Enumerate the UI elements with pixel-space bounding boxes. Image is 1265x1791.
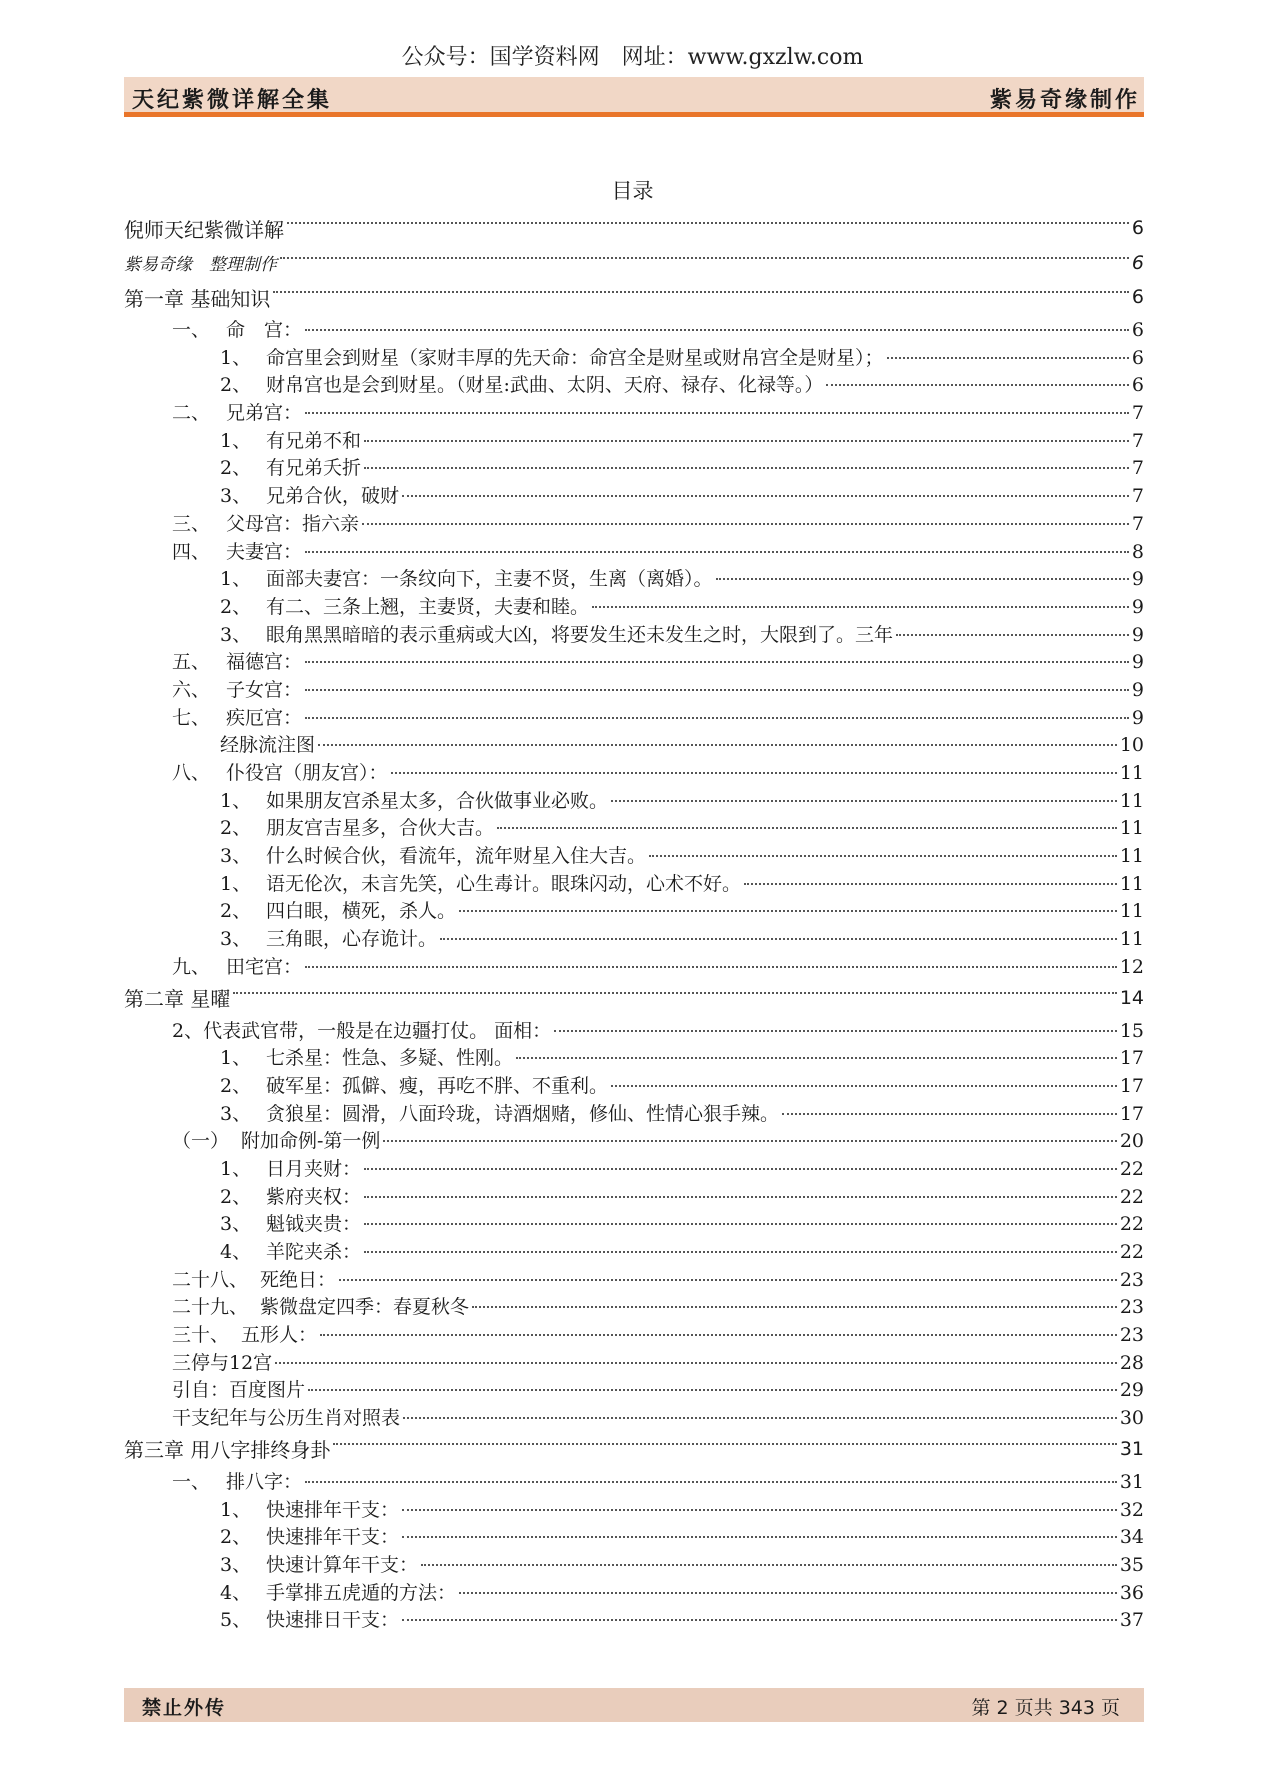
toc-entry-page: 9 <box>1131 568 1144 591</box>
toc-entry-page: 22 <box>1119 1241 1144 1263</box>
toc-entry[interactable] <box>124 758 1144 786</box>
toc-entry-title: 四白眼，横死，杀人。 <box>266 900 457 923</box>
toc-entry-page: 11 <box>1119 845 1144 868</box>
toc-entry-title: 紫微盘定四季：春夏秋冬 <box>260 1296 470 1319</box>
toc-entry-page: 11 <box>1119 817 1144 840</box>
toc-entry-page: 35 <box>1119 1553 1144 1576</box>
toc-entry[interactable] <box>124 980 1144 1016</box>
toc-entry-page: 14 <box>1119 986 1144 1009</box>
toc-entry-number: 1、 <box>220 872 252 895</box>
toc-dot-leader <box>402 1509 1117 1511</box>
toc-entry-title: 如果朋友宫杀星太多，合伙做事业必败。 <box>266 789 609 812</box>
toc-entry[interactable] <box>124 647 1144 675</box>
toc-entry[interactable] <box>124 509 1144 537</box>
toc-entry-page: 6 <box>1131 319 1144 341</box>
toc-entry-title: 第一章 基础知识 <box>124 286 271 311</box>
toc-entry-page: 11 <box>1119 762 1144 784</box>
toc-entry-number: （一） <box>172 1130 230 1153</box>
toc-entry-number: 4、 <box>220 1241 252 1263</box>
toc-dot-leader <box>554 1030 1117 1032</box>
toc-entry-number: 二十九、 <box>172 1296 249 1319</box>
toc-entry-title: 倪师天纪紫微详解 <box>124 217 284 242</box>
toc-entry[interactable] <box>124 813 1144 841</box>
toc-entry-number: 3、 <box>220 623 252 646</box>
toc-dot-leader <box>497 827 1117 829</box>
toc-entry-title: 排八字： <box>226 1470 303 1493</box>
toc-entry-title: 命宫里会到财星（家财丰厚的先天命：命宫全是财星或财帛宫全是财星）； <box>266 346 884 369</box>
toc-entry-page: 7 <box>1131 512 1144 535</box>
toc-entry-page: 20 <box>1119 1130 1144 1153</box>
toc-entry-title: 子女宫： <box>226 678 303 701</box>
toc-entry-page: 17 <box>1119 1102 1144 1125</box>
toc-entry-number: 六、 <box>172 678 211 701</box>
toc-entry-number: 3、 <box>220 1102 252 1125</box>
toc-entry[interactable] <box>124 210 1144 246</box>
toc-entry-page: 7 <box>1131 429 1144 452</box>
toc-entry-number: 1、 <box>220 346 252 369</box>
toc-entry-number: 4、 <box>220 1581 252 1604</box>
toc-entry-title: 命 宫： <box>226 319 303 341</box>
toc-dot-leader <box>364 1196 1117 1198</box>
toc-entry-title: 贪狼星：圆滑，八面玲珑，诗酒烟赌，修仙、性情心狠手辣。 <box>266 1102 780 1125</box>
toc-entry-title: 财帛宫也是会到财星。（财星:武曲、太阴、天府、禄存、化禄等。） <box>266 374 824 397</box>
toc-dot-leader <box>305 1481 1117 1483</box>
toc-entry-number: 1、 <box>220 1047 252 1070</box>
toc-entry-number: 九、 <box>172 955 211 978</box>
toc-dot-leader <box>402 1619 1117 1621</box>
toc-entry-title: 附加命例-第一例 <box>241 1130 381 1153</box>
toc-entry-page: 8 <box>1131 540 1144 563</box>
toc-entry-page: 17 <box>1119 1047 1144 1070</box>
toc-entry-title: 三角眼，心存诡计。 <box>266 928 438 951</box>
toc-entry-page: 31 <box>1119 1437 1144 1460</box>
toc-entry-page: 23 <box>1119 1296 1144 1319</box>
toc-entry-page: 11 <box>1119 789 1144 812</box>
toc-entry[interactable] <box>124 592 1144 620</box>
toc-dot-leader <box>383 1140 1116 1142</box>
toc-entry[interactable] <box>124 786 1144 814</box>
toc-entry[interactable] <box>124 537 1144 565</box>
toc-entry-number: 二、 <box>172 402 211 425</box>
toc-entry-title: 2、代表武官带，一般是在边疆打仗。 面相： <box>172 1019 552 1042</box>
toc-entry-page: 6 <box>1131 346 1144 369</box>
toc-entry-page: 6 <box>1131 374 1144 397</box>
toc-entry-title: 仆役宫（朋友宫）： <box>226 762 388 784</box>
toc-entry-page: 9 <box>1131 651 1144 674</box>
toc-entry[interactable] <box>124 1182 1144 1210</box>
toc-dot-leader <box>318 744 1117 746</box>
toc-entry[interactable] <box>124 703 1144 731</box>
toc-entry-title: 五形人： <box>241 1324 318 1347</box>
page-header <box>124 77 1144 117</box>
toc-entry[interactable] <box>124 246 1144 279</box>
toc-entry-page: 7 <box>1131 402 1144 425</box>
toc-entry-page: 32 <box>1119 1498 1144 1521</box>
toc-entry-number: 2、 <box>220 374 252 397</box>
producer-credit: 紫易奇缘制作 <box>989 88 1140 113</box>
toc-entry[interactable] <box>124 1209 1144 1237</box>
toc-dot-leader <box>305 412 1129 414</box>
toc-entry-number: 2、 <box>220 595 252 618</box>
toc-entry-page: 22 <box>1119 1213 1144 1236</box>
toc-entry-title: 语无伦次，未言先笑，心生毒计。眼珠闪动，心术不好。 <box>266 872 742 895</box>
toc-dot-leader <box>320 1334 1117 1336</box>
toc-entry-number: 1、 <box>220 1498 252 1521</box>
toc-entry-title: 夫妻宫： <box>226 540 303 563</box>
toc-entry-page: 6 <box>1131 286 1144 308</box>
toc-entry-page: 6 <box>1131 217 1144 239</box>
toc-dot-leader <box>364 467 1129 469</box>
toc-dot-leader <box>287 222 1129 224</box>
toc-entry[interactable] <box>124 315 1144 343</box>
toc-dot-leader <box>649 855 1117 857</box>
toc-entry[interactable] <box>124 1237 1144 1265</box>
toc-entry-title: 眼角黑黑暗暗的表示重病或大凶，将要发生还未发生之时，大限到了。三年 <box>266 623 894 646</box>
toc-entry[interactable] <box>124 924 1144 952</box>
toc-dot-leader <box>364 1251 1117 1253</box>
toc-dot-leader <box>391 772 1117 774</box>
toc-dot-leader <box>611 800 1117 802</box>
toc-entry-title: 七杀星：性急、多疑、性刚。 <box>266 1047 514 1070</box>
toc-entry-number: 四、 <box>172 540 211 563</box>
toc-entry[interactable] <box>124 952 1144 980</box>
toc-entry-page: 10 <box>1119 734 1144 757</box>
toc-dot-leader <box>459 1592 1117 1594</box>
toc-entry-page: 17 <box>1119 1074 1144 1097</box>
toc-entry[interactable] <box>124 1320 1144 1348</box>
toc-entry-title: 紫易奇缘 整理制作 <box>124 255 277 275</box>
toc-entry-number: 1、 <box>220 789 252 812</box>
toc-dot-leader <box>611 1085 1117 1087</box>
toc-entry[interactable] <box>124 730 1144 758</box>
toc-entry[interactable] <box>124 398 1144 426</box>
toc-dot-leader <box>362 523 1129 525</box>
toc-entry[interactable] <box>124 1043 1144 1071</box>
toc-entry-title: 经脉流注图 <box>220 734 316 757</box>
toc-entry[interactable] <box>124 841 1144 869</box>
toc-entry-page: 31 <box>1119 1470 1144 1493</box>
book-title: 天纪紫微详解全集 <box>132 88 333 113</box>
toc-dot-leader <box>402 1536 1117 1538</box>
toc-entry-title: 快速计算年干支： <box>266 1553 419 1576</box>
toc-entry-number: 一、 <box>172 319 211 341</box>
toc-entry-number: 3、 <box>220 1213 252 1236</box>
toc-entry[interactable] <box>124 1403 1144 1431</box>
toc-entry-title: 福德宫： <box>226 651 303 674</box>
toc-entry[interactable] <box>124 1522 1144 1550</box>
toc-entry-number: 2、 <box>220 817 252 840</box>
toc-entry[interactable] <box>124 1154 1144 1182</box>
toc-entry-title: 有兄弟不和 <box>266 429 362 452</box>
toc-entry-number: 1、 <box>220 568 252 591</box>
toc-dot-leader <box>273 291 1129 293</box>
toc-entry-page: 7 <box>1131 485 1144 508</box>
toc-entry-number: 1、 <box>220 1157 252 1180</box>
toc-entry-page: 9 <box>1131 678 1144 701</box>
toc-dot-leader <box>339 1279 1117 1281</box>
toc-entry-page: 11 <box>1119 928 1144 951</box>
toc-entry-title: 有二、三条上翘，主妻贤，夫妻和睦。 <box>266 595 590 618</box>
toc-entry-title: 兄弟宫： <box>226 402 303 425</box>
toc-entry-number: 二十八、 <box>172 1268 249 1291</box>
toc-entry[interactable] <box>124 1495 1144 1523</box>
toc-entry-number: 3、 <box>220 928 252 951</box>
toc-dot-leader <box>364 1168 1117 1170</box>
toc-entry-number: 一、 <box>172 1470 211 1493</box>
toc-dot-leader <box>440 938 1117 940</box>
toc-dot-leader <box>826 384 1129 386</box>
toc-entry-number: 2、 <box>220 1185 252 1208</box>
toc-entry[interactable] <box>124 1292 1144 1320</box>
toc-entry[interactable] <box>124 620 1144 648</box>
toc-entry-title: 三停与12宫 <box>172 1351 273 1374</box>
toc-entry-title: 快速排年干支： <box>266 1526 400 1549</box>
toc-dot-leader <box>744 883 1117 885</box>
toc-dot-leader <box>233 992 1116 994</box>
toc-entry-title: 干支纪年与公历生肖对照表 <box>172 1407 401 1430</box>
toc-entry[interactable] <box>124 869 1144 897</box>
toc-dot-leader <box>308 1389 1117 1391</box>
toc-dot-leader <box>305 966 1117 968</box>
toc-entry[interactable] <box>124 896 1144 924</box>
toc-entry[interactable] <box>124 1016 1144 1044</box>
toc-entry[interactable] <box>124 453 1144 481</box>
toc-entry-title: 第二章 星曜 <box>124 987 231 1011</box>
toc-dot-leader <box>333 1443 1116 1445</box>
toc-dot-leader <box>592 606 1129 608</box>
toc-entry-number: 3、 <box>220 845 252 868</box>
toc-entry-number: 2、 <box>220 457 252 480</box>
toc-dot-leader <box>305 551 1129 553</box>
toc-entry-title: 田宅宫： <box>226 955 303 978</box>
toc-entry-title: 有兄弟夭折 <box>266 457 362 480</box>
toc-entry[interactable] <box>124 1071 1144 1099</box>
toc-entry[interactable] <box>124 1375 1144 1403</box>
toc-entry-page: 9 <box>1131 706 1144 729</box>
toc-entry-title: 紫府夹权： <box>266 1185 362 1208</box>
toc-dot-leader <box>403 1417 1117 1419</box>
toc-entry-number: 五、 <box>172 651 211 674</box>
toc-entry-title: 面部夫妻宫：一条纹向下，主妻不贤，生离（离婚）。 <box>266 568 713 591</box>
toc-dot-leader <box>364 1223 1117 1225</box>
toc-entry[interactable] <box>124 426 1144 454</box>
toc-entry[interactable] <box>124 481 1144 509</box>
toc-dot-leader <box>459 910 1117 912</box>
toc-dot-leader <box>280 257 1129 259</box>
toc-entry[interactable] <box>124 675 1144 703</box>
toc-entry-page: 22 <box>1119 1185 1144 1208</box>
toc-entry[interactable] <box>124 1550 1144 1578</box>
table-of-contents <box>124 210 1144 1633</box>
toc-entry-number: 3、 <box>220 485 252 508</box>
toc-entry-page: 11 <box>1119 900 1144 923</box>
toc-entry-number: 八、 <box>172 762 211 784</box>
toc-dot-leader <box>716 578 1129 580</box>
toc-entry-page: 28 <box>1119 1351 1144 1374</box>
toc-entry-page: 23 <box>1119 1324 1144 1347</box>
toc-title: 目录 <box>611 179 654 203</box>
toc-entry-page: 36 <box>1119 1581 1144 1604</box>
toc-entry-title: 快速排日干支： <box>266 1609 400 1632</box>
page-number: 第 2 页共 343 页 <box>971 1697 1120 1719</box>
toc-entry-page: 6 <box>1131 251 1144 274</box>
toc-dot-leader <box>402 495 1129 497</box>
toc-dot-leader <box>782 1113 1117 1115</box>
toc-entry-title: 疾厄宫： <box>226 706 303 729</box>
toc-entry-title: 日月夹财： <box>266 1157 362 1180</box>
toc-entry-page: 9 <box>1131 595 1144 618</box>
toc-entry-title: 快速排年干支： <box>266 1498 400 1521</box>
toc-entry[interactable] <box>124 1099 1144 1127</box>
toc-entry-title: 引自：百度图片 <box>172 1379 306 1402</box>
toc-dot-leader <box>472 1306 1117 1308</box>
toc-dot-leader <box>305 329 1129 331</box>
toc-entry-page: 34 <box>1119 1526 1144 1549</box>
site-banner: 公众号：国学资料网 网址：www.gxzlw.com <box>401 45 864 70</box>
toc-entry-title: 羊陀夹杀： <box>266 1241 362 1263</box>
toc-entry-title: 兄弟合伙，破财 <box>266 485 400 508</box>
toc-entry-title: 父母宫：指六亲 <box>226 512 360 535</box>
toc-entry-page: 7 <box>1131 457 1144 480</box>
toc-dot-leader <box>421 1564 1117 1566</box>
toc-entry[interactable] <box>124 564 1144 592</box>
toc-entry-title: 破军星：孤僻、瘦，再吃不胖、不重利。 <box>266 1074 609 1097</box>
toc-entry[interactable] <box>124 1265 1144 1293</box>
toc-entry[interactable] <box>124 370 1144 398</box>
toc-entry-page: 29 <box>1119 1379 1144 1402</box>
toc-dot-leader <box>516 1057 1117 1059</box>
toc-entry[interactable] <box>124 1467 1144 1495</box>
toc-entry-page: 15 <box>1119 1019 1144 1042</box>
page-footer <box>124 1688 1144 1722</box>
toc-entry-page: 37 <box>1119 1609 1144 1632</box>
toc-entry-page: 11 <box>1119 872 1144 895</box>
toc-entry-number: 3、 <box>220 1553 252 1576</box>
toc-entry-title: 魁钺夹贵： <box>266 1213 362 1236</box>
toc-entry-number: 1、 <box>220 429 252 452</box>
toc-entry[interactable] <box>124 1605 1144 1633</box>
toc-entry-number: 5、 <box>220 1609 252 1632</box>
toc-dot-leader <box>305 717 1129 719</box>
toc-entry[interactable] <box>124 1578 1144 1606</box>
toc-entry-title: 第三章 用八字排终身卦 <box>124 1438 331 1463</box>
toc-dot-leader <box>887 357 1129 359</box>
toc-entry-number: 三、 <box>172 512 211 535</box>
toc-dot-leader <box>896 634 1129 636</box>
toc-entry-title: 手掌排五虎遁的方法： <box>266 1581 457 1604</box>
toc-entry-number: 2、 <box>220 900 252 923</box>
toc-entry-title: 朋友宫吉星多，合伙大吉。 <box>266 817 495 840</box>
toc-dot-leader <box>305 689 1129 691</box>
toc-entry-title: 死绝日： <box>260 1268 337 1291</box>
toc-entry-page: 9 <box>1131 623 1144 646</box>
toc-entry-title: 什么时候合伙，看流年，流年财星入住大吉。 <box>266 845 647 868</box>
toc-entry-number: 2、 <box>220 1526 252 1549</box>
toc-entry[interactable] <box>124 1348 1144 1376</box>
toc-entry[interactable] <box>124 279 1144 315</box>
toc-dot-leader <box>305 661 1129 663</box>
toc-entry[interactable] <box>124 1431 1144 1467</box>
toc-entry-page: 23 <box>1119 1268 1144 1291</box>
footer-notice: 禁止外传 <box>142 1697 227 1719</box>
toc-entry-page: 30 <box>1119 1407 1144 1430</box>
toc-entry-page: 12 <box>1119 955 1144 978</box>
toc-entry-number: 七、 <box>172 706 211 729</box>
toc-entry[interactable] <box>124 1126 1144 1154</box>
toc-dot-leader <box>364 440 1129 442</box>
toc-entry-number: 2、 <box>220 1074 252 1097</box>
toc-entry[interactable] <box>124 343 1144 371</box>
toc-entry-number: 三十、 <box>172 1324 230 1347</box>
toc-entry-page: 22 <box>1119 1157 1144 1180</box>
toc-dot-leader <box>275 1362 1117 1364</box>
